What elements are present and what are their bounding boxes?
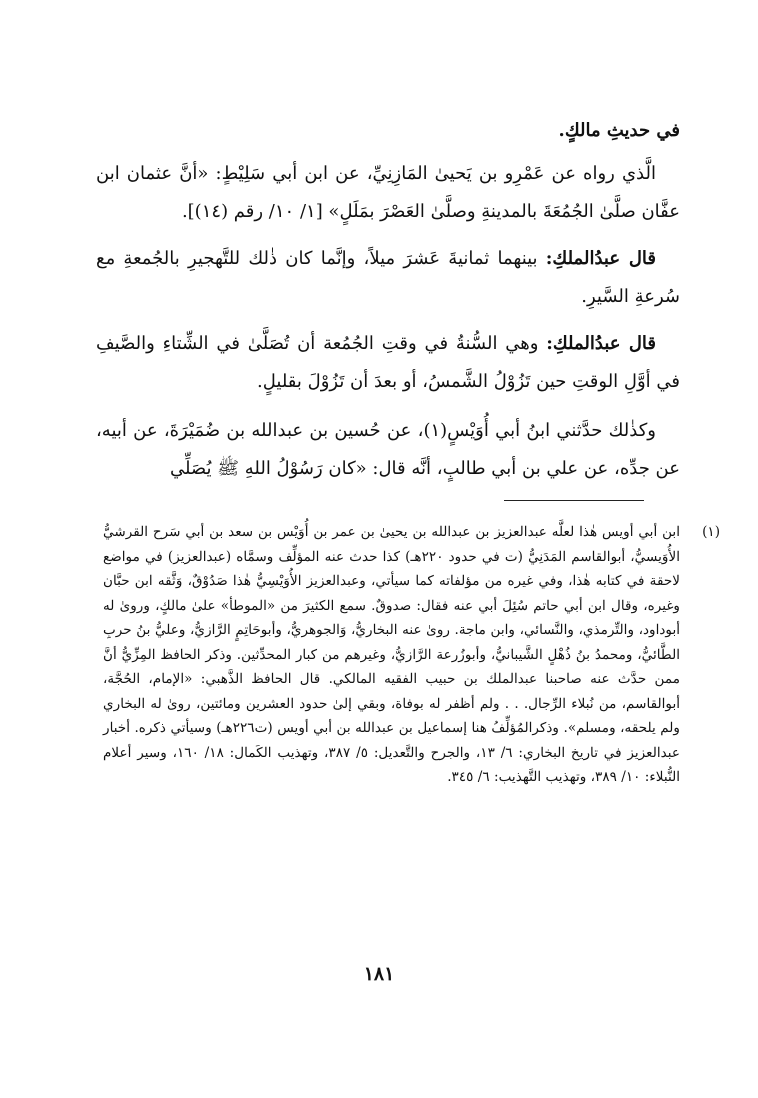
- paragraph-2: [96, 240, 680, 316]
- footnote-separator: [504, 500, 644, 501]
- paragraph-text-1: الَّذي رواه عن عَمْرِو بن يَحيىٰ المَازِنِيِّ، عن ابن أبي سَلِيْطٍ: «أنَّ عثمان ابن عفَّان صلَّىٰ الجُمُعَةَ بالمدينةِ وصلَّىٰ العَصْرَ بمَلَلٍ» [١/ ١٠/ رقم (١٤)].: [96, 163, 680, 222]
- main-text: [96, 112, 680, 150]
- paragraph-text-4: وكذٰلك حدَّثني ابنُ أبي أُوَيْسٍ(١)، عن حُسين بن عبدالله بن ضُمَيْرَةَ، عن أبيه، عن جدِّه، عن علي بن أبي طالبٍ، أنَّه قال: «كان رَسُوْلُ اللهِ ﷺ يُصَلِّي: [96, 420, 680, 479]
- paragraph-1: [96, 155, 680, 231]
- footnote-number: (١): [702, 524, 720, 540]
- page-number: ١٨١: [363, 963, 395, 985]
- footnote-text: ابن أبي أويس هٰذا لعلَّه عبدالعزيز بن عبدالله بن يحيىٰ بن عمر بن أُوَيْس بن سعد بن أبي سَرح القرشيُّ الأُوَيسيُّ، أبوالقاسم المَدَنِيُّ (ت في حدود ٢٢٠هـ) كذا حدث عنه المؤلِّف وسمَّاه (عبدالعزيز) في مواضع لاحقة في كتابه هٰذا، وفي غيره من مؤلفاته كما سيأتي، وعبدالعزيز الأُوَيْسِيُّ هٰذا صَدُوْقٌ، وَثَّقه ابن حبَّان وغيره، وقال ابن أبي حاتم سُئِلَ أبي عنه فقال: صدوقٌ. سمع الكثيرَ من «الموطأ» علىٰ مالكٍ، وروىٰ له أبوداود، والتِّرمذي، والنَّسائي، وابن ماجة. روىٰ عنه البخاريُّ، وَالجوهريُّ، وأبوحَاتِمٍ الرَّازيُّ، وعليُّ بنُ حربِ الطَّائيُّ، ومحمدُ بنُ ذُهْلٍ الشَّيبانيُّ، وأبوزُرعة الرَّازيُّ، وغيرهم من كبار المحدِّثين. وذكر الحافظ المِزِّيُّ أنَّ ممن حدَّث عنه صاحبنا عبدالملك بن حبيب الفقيه المالكي. قال الحافظ الذَّهبي: «الإمام، الحُجَّة، أبوالقاسم، من نُبلاء الرِّجال. . . ولم أظفر له بوفاة، وبقي إلىٰ حدود العشرين ومائتين، روىٰ له البخاري ولم يلحقه، ومسلم». وذكرالمُؤلِّفُ هنا إسماعيل بن عبدالله بن أبي أويس (ت٢٢٦هـ) وسيأتي ذكره. أخبار عبدالعزيز في تاريخ البخاري: ٦/ ١٣، والجرح والتَّعديل: ٥/ ٣٨٧، وتهذيب الكَمال: ١٨/ ١٦٠، وسير أعلام النُّبلاء: ١٠/ ٣٨٩، وتهذيب التَّهذيب: ٦/ ٣٤٥.: [103, 524, 681, 785]
- paragraph-text-2: بينهما ثمانيةَ عَشرَ ميلاً، وإنَّما كان ذٰلك للتَّهجيرِ بالجُمعةِ مع سُرعةِ السَّيرِ.: [96, 248, 680, 307]
- speaker-label: قال عبدُالملكِ:: [545, 248, 656, 269]
- paragraph-2-body: [96, 240, 680, 316]
- paragraph-4: [96, 412, 680, 488]
- section-heading: في حديثِ مالكٍ.: [558, 120, 680, 141]
- speaker-label: قال عبدُالملكِ:: [546, 333, 656, 354]
- paragraph-3: [96, 325, 680, 401]
- paragraph-text-3: وهي السُّنةُ في وقتِ الجُمُعة أن تُصَلَّىٰ في الشِّتاءِ والصَّيفِ في أوَّلِ الوقتِ حين تَزُوْلُ الشَّمسُ، أو بعدَ أن تَزُوْلَ بقليلٍ.: [96, 333, 680, 392]
- paragraph-3-body: [96, 325, 680, 401]
